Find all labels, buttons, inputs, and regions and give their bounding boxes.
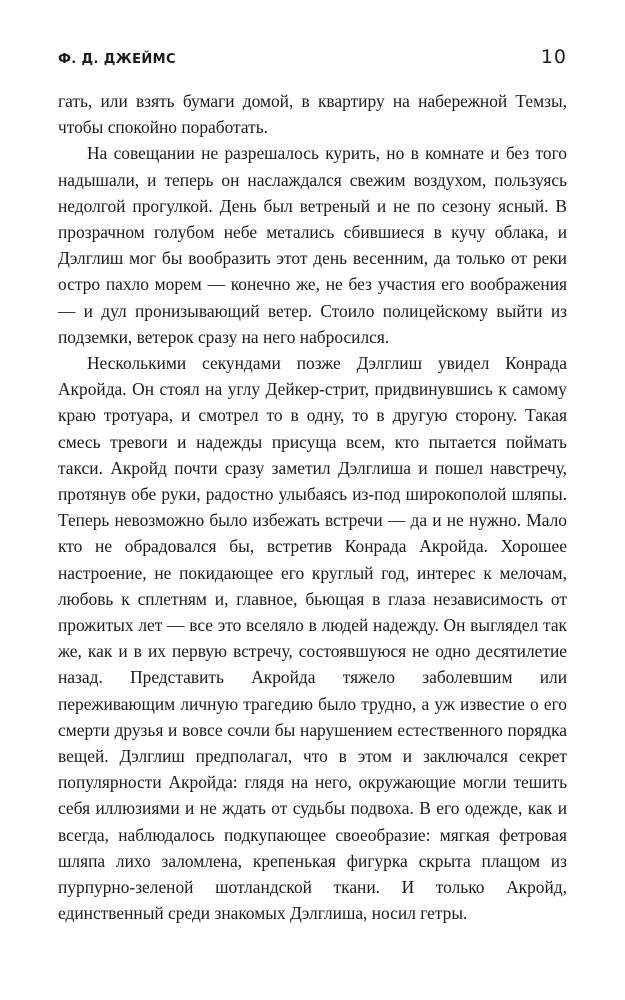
page-number: 10: [540, 46, 567, 68]
body-text: [58, 88, 567, 927]
page-header: [58, 46, 567, 74]
paragraph-continuation: гать, или взять бумаги домой, в квартиру на набережной Темзы, чтобы спокойно поработать.: [58, 91, 567, 138]
paragraph: На совещании не разрешалось курить, но в комнате и без того надышали, и теперь он наслаждался свежим воздухом, пользуясь недолгой прогулкой. День был ветреный и не по сезону ясный. В прозрачном голубом небе метались сбившиеся в кучу облака, и Дэлглиш мог бы вообразить этот день весенним, да только от реки остро пахло морем — конечно же, не без участия его воображения — и дул пронизывающий ветер. Стоило полицейскому выйти из подземки, ветерок сразу на него набросился.: [58, 143, 567, 347]
paragraph: Несколькими секундами позже Дэлглиш увидел Конрада Акройда. Он стоял на углу Дейкер-стрит, придвинувшись к самому краю тротуара, и смотрел то в одну, то в другую сторону. Такая смесь тревоги и надежды присуща всем, кто пытается поймать такси. Акройд почти сразу заметил Дэлглиша и пошел навстречу, протянув обе руки, радостно улыбаясь из-под широкополой шляпы. Теперь невозможно было избежать встречи — да и не нужно. Мало кто не обрадовался бы, встретив Конрада Акройда. Хорошее настроение, не покидающее его круглый год, интерес к мелочам, любовь к сплетням и, главное, бьющая в глаза независимость от прожитых лет — все это вселяло в людей надежду. Он выглядел так же, как и в их первую встречу, состоявшуюся не одно десятилетие назад. Представить Акройда тяжело заболевшим или переживающим личную трагедию было трудно, а уж известие о его смерти друзья и вовсе сочли бы нарушением естественного порядка вещей. Дэлглиш предполагал, что в этом и заключался секрет популярности Акройда: глядя на него, окружающие могли тешить себя иллюзиями и не ждать от судьбы подвоха. В его одежде, как и всегда, наблюдалось подкупающее своеобразие: мягкая фетровая шляпа лихо заломлена, крепенькая фигурка скрыта плащом из пурпурно-зеленой шотландской ткани. И только Акройд, единственный среди знакомых Дэлглиша, носил гетры.: [58, 353, 567, 924]
running-head-author: Ф. Д. ДЖЕЙМС: [58, 52, 176, 67]
